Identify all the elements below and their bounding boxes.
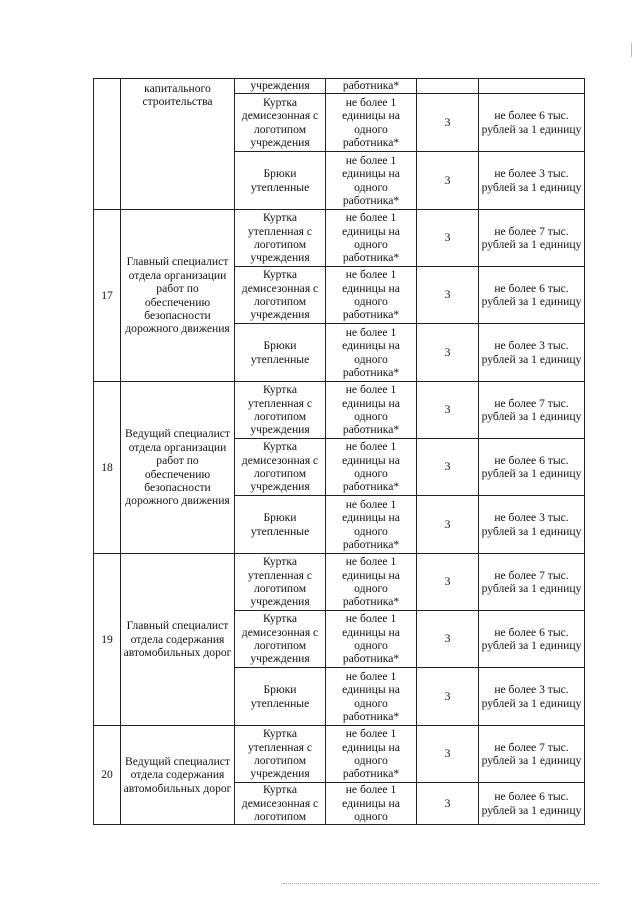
item-cell: Куртка утепленная с логотипом учреждения: [235, 210, 326, 267]
table-row: [94, 210, 585, 267]
term-cell: 3: [417, 439, 479, 496]
item-cell: учреждения: [235, 79, 326, 94]
term-cell: 3: [417, 210, 479, 267]
price-cell: не более 7 тыс. рублей за 1 единицу: [479, 554, 585, 611]
norm-cell: не более 1 единицы на одного работника*: [326, 210, 417, 267]
table-row: [94, 79, 585, 94]
norm-cell: не более 1 единицы на одного работника*: [326, 152, 417, 210]
position-cell: Главный специалист отдела содержания автомобильных дорог: [121, 554, 235, 726]
price-cell: не более 3 тыс. рублей за 1 единицу: [479, 152, 585, 210]
row-number-cell: [94, 79, 121, 210]
position-cell: Ведущий специалист отдела содержания автомобильных дорог: [121, 726, 235, 825]
norm-cell: не более 1 единицы на одного работника*: [326, 668, 417, 726]
item-cell: Брюки утепленные: [235, 496, 326, 554]
item-cell: Куртка утепленная с логотипом учреждения: [235, 726, 326, 783]
price-cell: не более 6 тыс. рублей за 1 единицу: [479, 94, 585, 152]
row-number-cell: 20: [94, 726, 121, 825]
term-cell: 3: [417, 611, 479, 668]
norm-cell: не более 1 единицы на одного работника*: [326, 94, 417, 152]
price-cell: не более 6 тыс. рублей за 1 единицу: [479, 267, 585, 324]
term-cell: 3: [417, 152, 479, 210]
price-cell: не более 7 тыс. рублей за 1 единицу: [479, 382, 585, 439]
price-cell: не более 7 тыс. рублей за 1 единицу: [479, 726, 585, 783]
term-cell: 3: [417, 324, 479, 382]
price-cell: не более 6 тыс. рублей за 1 единицу: [479, 783, 585, 825]
item-cell: Куртка демисезонная с логотипом учреждения: [235, 94, 326, 152]
position-cell: капитального строительства: [121, 79, 235, 210]
price-cell: не более 3 тыс. рублей за 1 единицу: [479, 324, 585, 382]
item-cell: Куртка демисезонная с логотипом учреждения: [235, 439, 326, 496]
position-cell: Ведущий специалист отдела организации работ по обеспечению безопасности дорожного движения: [121, 382, 235, 554]
price-cell: не более 7 тыс. рублей за 1 единицу: [479, 210, 585, 267]
norm-cell: не более 1 единицы на одного работника*: [326, 382, 417, 439]
term-cell: 3: [417, 382, 479, 439]
price-cell: [479, 79, 585, 94]
item-cell: Куртка утепленная с логотипом учреждения: [235, 382, 326, 439]
term-cell: 3: [417, 554, 479, 611]
table-row: [94, 554, 585, 611]
term-cell: 3: [417, 496, 479, 554]
position-cell: Главный специалист отдела организации работ по обеспечению безопасности дорожного движения: [121, 210, 235, 382]
price-cell: не более 6 тыс. рублей за 1 единицу: [479, 439, 585, 496]
term-cell: [417, 79, 479, 94]
row-number-cell: 18: [94, 382, 121, 554]
norm-cell: не более 1 единицы на одного работника*: [326, 554, 417, 611]
item-cell: Куртка демисезонная с логотипом учреждения: [235, 267, 326, 324]
item-cell: Брюки утепленные: [235, 324, 326, 382]
term-cell: 3: [417, 726, 479, 783]
price-cell: не более 3 тыс. рублей за 1 единицу: [479, 668, 585, 726]
item-cell: Куртка демисезонная с логотипом учреждения: [235, 611, 326, 668]
norm-cell: работника*: [326, 79, 417, 94]
scan-edge-mark: [631, 43, 632, 57]
row-number-cell: 17: [94, 210, 121, 382]
term-cell: 3: [417, 267, 479, 324]
row-number-cell: 19: [94, 554, 121, 726]
table-row: [94, 382, 585, 439]
norm-cell: не более 1 единицы на одного работника*: [326, 726, 417, 783]
price-cell: не более 6 тыс. рублей за 1 единицу: [479, 611, 585, 668]
norm-cell: не более 1 единицы на одного работника*: [326, 496, 417, 554]
norm-cell: не более 1 единицы на одного работника*: [326, 267, 417, 324]
table-row: [94, 726, 585, 783]
uniform-norms-table: [93, 78, 585, 825]
item-cell: Куртка утепленная с логотипом учреждения: [235, 554, 326, 611]
term-cell: 3: [417, 668, 479, 726]
term-cell: 3: [417, 94, 479, 152]
item-cell: Брюки утепленные: [235, 668, 326, 726]
norm-cell: не более 1 единицы на одного работника*: [326, 324, 417, 382]
scan-footer-line: [283, 883, 599, 884]
norm-cell: не более 1 единицы на одного: [326, 783, 417, 825]
item-cell: Куртка демисезонная с логотипом: [235, 783, 326, 825]
term-cell: 3: [417, 783, 479, 825]
item-cell: Брюки утепленные: [235, 152, 326, 210]
norm-cell: не более 1 единицы на одного работника*: [326, 611, 417, 668]
price-cell: не более 3 тыс. рублей за 1 единицу: [479, 496, 585, 554]
norm-cell: не более 1 единицы на одного работника*: [326, 439, 417, 496]
